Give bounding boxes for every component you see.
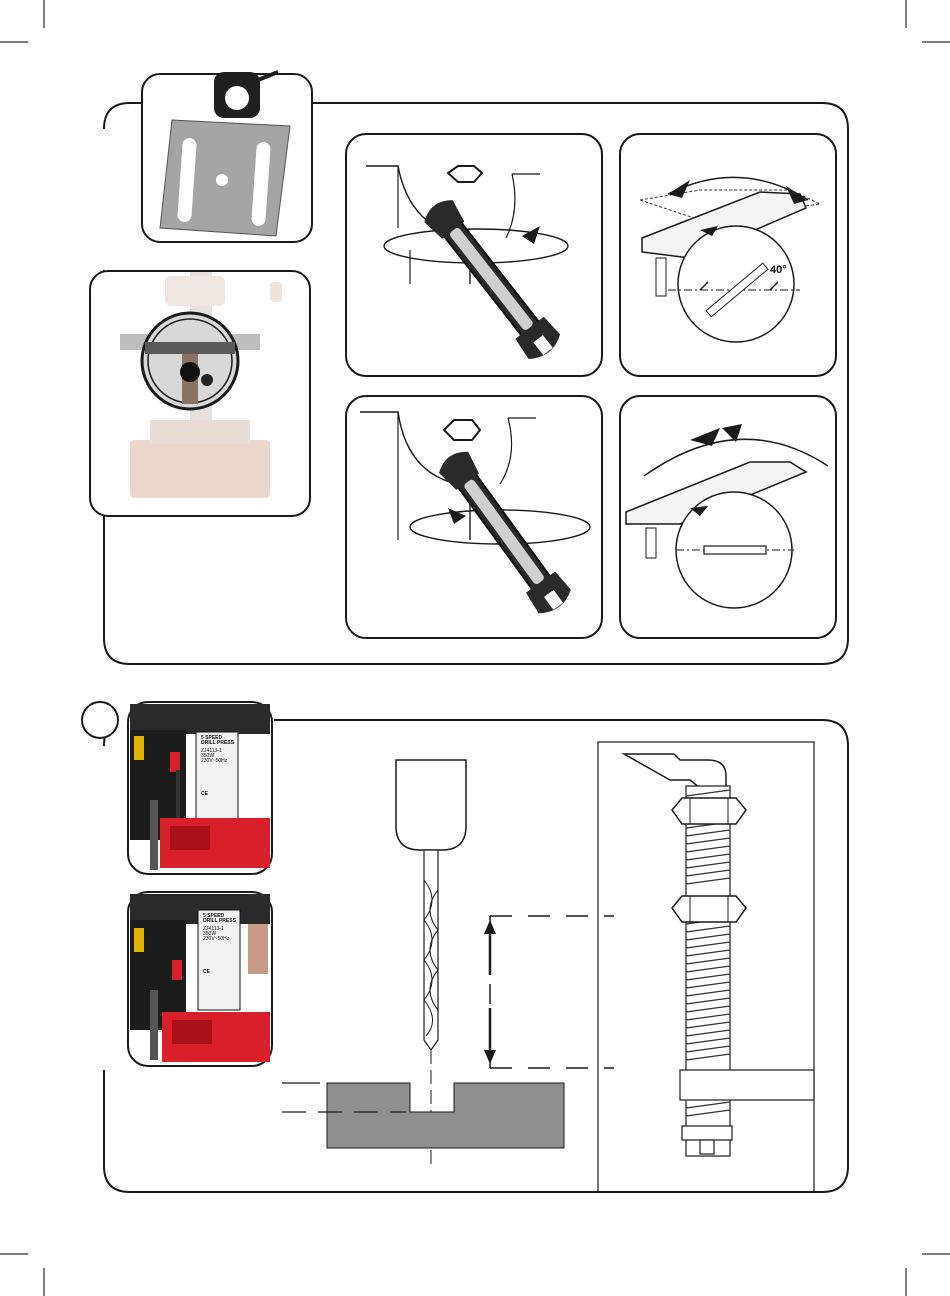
plate-power: 350W — [203, 930, 217, 937]
plate-power: 350W — [201, 752, 215, 759]
plate-line1: 5 SPEED — [201, 735, 223, 741]
plate-model: ZJ4113-1 — [203, 925, 224, 932]
plate-model: ZJ4113-1 — [201, 747, 222, 754]
plate-line2: DRILL PRESS — [201, 740, 234, 747]
plate-ce: CE — [203, 969, 210, 976]
plate-ce: CE — [201, 791, 208, 798]
plate-voltage: 230V~50Hz — [201, 758, 228, 764]
plate-voltage: 230V~50Hz — [203, 936, 230, 942]
plate-line2: DRILL PRESS — [203, 918, 236, 925]
angle-label: 40° — [770, 264, 787, 276]
plate-line1: 5 SPEED — [203, 913, 225, 919]
